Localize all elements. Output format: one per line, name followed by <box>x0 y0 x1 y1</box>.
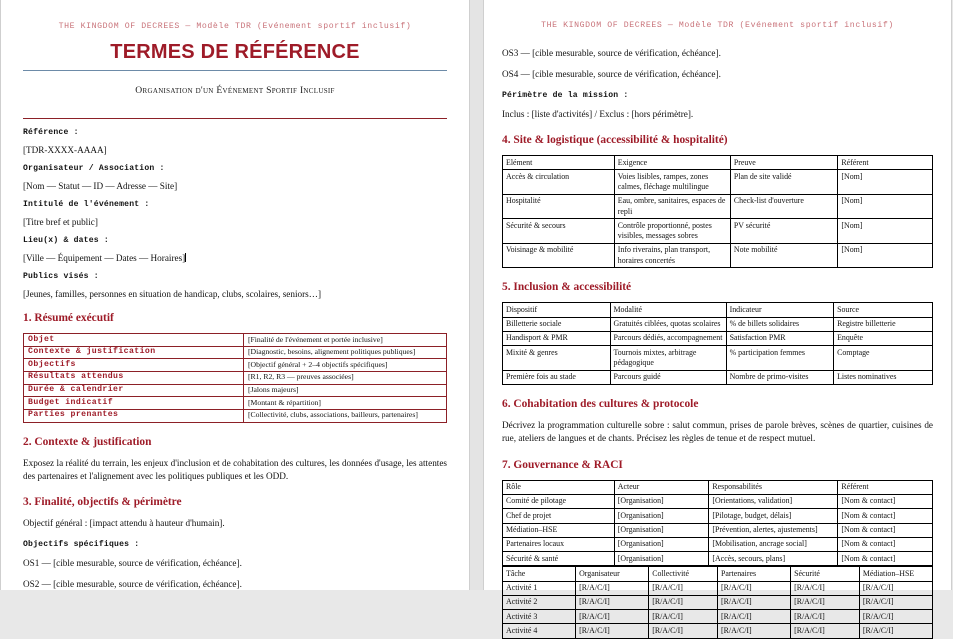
table-cell[interactable]: [R/A/C/I] <box>576 595 649 609</box>
table-cell[interactable]: [R/A/C/I] <box>859 610 932 624</box>
table-row <box>503 509 933 523</box>
objectif-os2: OS2 — [cible mesurable, source de vérification, échéance]. <box>23 578 242 589</box>
document-page-2 <box>483 0 952 635</box>
table-cell: Partenaires locaux <box>503 537 615 551</box>
meta-value[interactable]: [Nom — Statut — ID — Adresse — Site] <box>23 181 178 191</box>
table-cell: Voisinage & mobilité <box>503 243 615 268</box>
table-cell: Parcours guidé <box>610 370 726 384</box>
table-cell[interactable]: [Nom & contact] <box>838 509 933 523</box>
summary-value[interactable]: [Collectivité, clubs, associations, bailleurs, partenaires] <box>243 409 446 422</box>
column-header: Indicateur <box>726 303 834 317</box>
section-heading-3: 3. Finalité, objectifs & périmètre <box>23 496 182 509</box>
table-cell: Activité 2 <box>503 595 576 609</box>
section-heading-2: 2. Contexte & justification <box>23 435 152 448</box>
table-row <box>503 194 933 219</box>
table-cell[interactable]: [Nom & contact] <box>838 537 933 551</box>
table-cell: Voies lisibles, rampes, zones calmes, fléchage multilingue <box>614 170 730 195</box>
table-row <box>24 359 447 372</box>
meta-value[interactable]: [Ville — Équipement — Dates — Horaires] <box>23 253 447 263</box>
table-row <box>503 595 933 609</box>
objectifs-specifiques-label: Objectifs spécifiques : <box>23 539 140 549</box>
table-cell[interactable]: [R/A/C/I] <box>859 595 932 609</box>
column-header: Référent <box>838 480 933 494</box>
table-cell[interactable]: [R/A/C/I] <box>791 595 860 609</box>
table-cell[interactable]: [Pilotage, budget, délais] <box>709 509 838 523</box>
table-cell[interactable]: [Nom] <box>838 219 933 244</box>
table-cell: % de billets solidaires <box>726 317 834 331</box>
column-header: Médiation–HSE <box>859 567 932 581</box>
table-header-row <box>503 303 933 317</box>
table-body <box>503 494 933 565</box>
section-heading-7: 7. Gouvernance & RACI <box>502 458 623 471</box>
table-header-row <box>503 480 933 494</box>
table-cell[interactable]: [Nom & contact] <box>838 552 933 566</box>
metadata-block <box>23 128 447 299</box>
column-header: Preuve <box>730 156 838 170</box>
table-cell: Enquête <box>834 331 933 345</box>
column-header: Responsabilités <box>709 480 838 494</box>
table-cell[interactable]: [Organisation] <box>614 537 709 551</box>
table-row <box>503 346 933 371</box>
table-cell[interactable]: [Nom] <box>838 243 933 268</box>
column-header: Acteur <box>614 480 709 494</box>
column-header: Organisateur <box>576 567 649 581</box>
table-cell: Registre billetterie <box>834 317 933 331</box>
summary-key: Durée & calendrier <box>24 384 244 397</box>
table-cell[interactable]: [R/A/C/I] <box>859 581 932 595</box>
meta-value[interactable]: [Titre bref et public] <box>23 217 98 227</box>
inclusion-accessibilite-table <box>502 302 933 385</box>
table-cell: Billetterie sociale <box>503 317 611 331</box>
table-row <box>503 243 933 268</box>
summary-value[interactable]: [Jalons majeurs] <box>243 384 446 397</box>
table-cell: Activité 3 <box>503 610 576 624</box>
table-cell: Comptage <box>834 346 933 371</box>
table-cell[interactable]: [Prévention, alertes, ajustements] <box>709 523 838 537</box>
table-cell: Gratuités ciblées, quotas scolaires <box>610 317 726 331</box>
table-row <box>503 170 933 195</box>
table-cell[interactable]: [Nom] <box>838 194 933 219</box>
table-cell[interactable]: [Accès, secours, plans] <box>709 552 838 566</box>
column-header: Dispositif <box>503 303 611 317</box>
objectif-os3: OS3 — [cible mesurable, source de vérification, échéance]. <box>502 48 721 58</box>
table-cell[interactable]: [Nom & contact] <box>838 523 933 537</box>
table-cell: Check-list d'ouverture <box>730 194 838 219</box>
table-cell[interactable]: [R/A/C/I] <box>717 595 790 609</box>
table-cell: Médiation–HSE <box>503 523 615 537</box>
running-header: THE KINGDOM OF DECREES — Modèle TDR (Evénement sportif inclusif) <box>541 21 894 30</box>
gouvernance-raci-table <box>502 480 933 567</box>
summary-key: Résultats attendus <box>24 371 244 384</box>
table-cell[interactable]: [Nom & contact] <box>838 494 933 508</box>
table-row <box>503 523 933 537</box>
table-row <box>503 370 933 384</box>
table-row <box>503 219 933 244</box>
document-page-1 <box>0 0 470 590</box>
table-row <box>503 610 933 624</box>
table-cell[interactable]: [R/A/C/I] <box>791 581 860 595</box>
table-cell[interactable]: [R/A/C/I] <box>649 595 718 609</box>
table-row <box>503 317 933 331</box>
table-row <box>24 334 447 347</box>
table-cell: % participation femmes <box>726 346 834 371</box>
column-header: Tâche <box>503 567 576 581</box>
table-row <box>24 371 447 384</box>
column-header: Elément <box>503 156 615 170</box>
table-row <box>24 384 447 397</box>
summary-key: Budget indicatif <box>24 397 244 410</box>
table-cell: Eau, ombre, sanitaires, espaces de repli <box>614 194 730 219</box>
table-row <box>503 331 933 345</box>
summary-value[interactable]: [Montant & répartition] <box>243 397 446 410</box>
table-body <box>503 170 933 268</box>
objectif-os4: OS4 — [cible mesurable, source de vérification, échéance]. <box>502 69 721 80</box>
meta-label: Référence : <box>23 128 79 137</box>
table-header <box>503 480 933 494</box>
table-cell: Plan de site validé <box>730 170 838 195</box>
table-row <box>503 552 933 566</box>
perimetre-value: Inclus : [liste d'activités] / Exclus : [hors périmètre]. <box>502 108 694 119</box>
column-header: Sécurité <box>791 567 860 581</box>
table-header <box>503 156 933 170</box>
table-cell[interactable]: [R/A/C/I] <box>576 581 649 595</box>
table-header-row <box>503 567 933 581</box>
table-cell[interactable]: [R/A/C/I] <box>649 581 718 595</box>
site-logistique-table <box>502 155 933 268</box>
column-header: Référent <box>838 156 933 170</box>
summary-value[interactable]: [R1, R2, R3 — preuves associées] <box>243 371 446 384</box>
table-row <box>24 397 447 410</box>
column-header: Collectivité <box>649 567 718 581</box>
table-cell: Activité 4 <box>503 624 576 638</box>
table-cell[interactable]: [R/A/C/I] <box>717 581 790 595</box>
perimetre-label: Périmètre de la mission : <box>502 90 629 100</box>
table-cell: Comité de pilotage <box>503 494 615 508</box>
table-header-row <box>503 156 933 170</box>
table-cell: Hospitalité <box>503 194 615 219</box>
table-body <box>503 581 933 638</box>
summary-value[interactable]: [Finalité de l'événement et portée inclusive] <box>243 334 446 347</box>
title-rule-blue <box>23 70 447 71</box>
table-cell[interactable]: [Organisation] <box>614 523 709 537</box>
meta-value[interactable]: [TDR-XXXX-AAAA] <box>23 145 107 155</box>
section-heading-5: 5. Inclusion & accessibilité <box>502 281 632 294</box>
meta-label: Lieu(x) & dates : <box>23 236 109 245</box>
table-cell[interactable]: [R/A/C/I] <box>791 624 860 638</box>
section-heading-6: 6. Cohabitation des cultures & protocole <box>502 398 699 411</box>
section-2-paragraph: Exposez la réalité du terrain, les enjeux d'inclusion et de cohabitation des cultures, les données d'usage, les attentes des partenaires et l'alignement avec les politiques publiques et les ODD. <box>23 457 447 481</box>
table-cell: Satisfaction PMR <box>726 331 834 345</box>
table-cell[interactable]: [Nom] <box>838 170 933 195</box>
page-title: TERMES DE RÉFÉRENCE <box>110 41 360 63</box>
table-cell[interactable]: [Organisation] <box>614 552 709 566</box>
meta-value[interactable]: [Jeunes, familles, personnes en situation de handicap, clubs, scolaires, seniors…] <box>23 289 322 299</box>
table-row <box>503 581 933 595</box>
page-gutter <box>470 0 483 590</box>
table-cell: Sécurité & santé <box>503 552 615 566</box>
table-cell: Contrôle proportionné, postes visibles, messages sobres <box>614 219 730 244</box>
table-body <box>24 334 447 423</box>
table-row <box>503 624 933 638</box>
summary-key: Objet <box>24 334 244 347</box>
table-cell: Chef de projet <box>503 509 615 523</box>
summary-value[interactable]: [Diagnostic, besoins, alignement politiques publiques] <box>243 346 446 359</box>
table-cell: Mixité & genres <box>503 346 611 371</box>
document-subtitle: Organisation d'un Événement Sportif Inclusif <box>135 85 335 96</box>
executive-summary-table <box>23 333 447 423</box>
section-heading-1: 1. Résumé exécutif <box>23 312 114 324</box>
table-body <box>503 317 933 384</box>
raci-matrix-table <box>502 566 933 638</box>
table-cell: Info riverains, plan transport, horaires concertés <box>614 243 730 268</box>
meta-label: Intitulé de l'événement : <box>23 200 150 209</box>
summary-value[interactable]: [Objectif général + 2–4 objectifs spécifiques] <box>243 359 446 372</box>
table-cell[interactable]: [R/A/C/I] <box>717 624 790 638</box>
table-cell[interactable]: [R/A/C/I] <box>859 624 932 638</box>
table-cell: Nombre de primo-visites <box>726 370 834 384</box>
table-cell: Accès & circulation <box>503 170 615 195</box>
summary-key: Objectifs <box>24 359 244 372</box>
table-cell: Note mobilité <box>730 243 838 268</box>
table-row <box>24 346 447 359</box>
table-cell: PV sécurité <box>730 219 838 244</box>
table-cell[interactable]: [R/A/C/I] <box>576 610 649 624</box>
table-cell: Parcours dédiés, accompagnement <box>610 331 726 345</box>
table-cell[interactable]: [R/A/C/I] <box>576 624 649 638</box>
table-cell[interactable]: [R/A/C/I] <box>649 610 718 624</box>
table-cell[interactable]: [R/A/C/I] <box>717 610 790 624</box>
summary-key: Parties prenantes <box>24 409 244 422</box>
table-cell[interactable]: [Organisation] <box>614 509 709 523</box>
summary-key: Contexte & justification <box>24 346 244 359</box>
table-cell: Première fois au stade <box>503 370 611 384</box>
table-cell: Handisport & PMR <box>503 331 611 345</box>
table-row <box>503 494 933 508</box>
table-header <box>503 567 933 581</box>
column-header: Rôle <box>503 480 615 494</box>
table-cell: Sécurité & secours <box>503 219 615 244</box>
column-header: Exigence <box>614 156 730 170</box>
running-header: THE KINGDOM OF DECREES — Modèle TDR (Evénement sportif inclusif) <box>58 22 412 31</box>
table-cell[interactable]: [Mobilisation, ancrage social] <box>709 537 838 551</box>
objectif-os1: OS1 — [cible mesurable, source de vérification, échéance]. <box>23 557 242 568</box>
section-heading-4: 4. Site & logistique (accessibilité & hospitalité) <box>502 134 728 147</box>
table-cell: Listes nominatives <box>834 370 933 384</box>
column-header: Modalité <box>610 303 726 317</box>
table-cell[interactable]: [R/A/C/I] <box>791 610 860 624</box>
column-header: Source <box>834 303 933 317</box>
section-6-paragraph: Décrivez la programmation culturelle sobre : salut commun, prises de parole brèves, scènes de quartier, cuisines de rue, ateliers de langues et de chants. Précisez les règles de tenue et de respect mutuel. <box>502 420 933 444</box>
objectif-general: Objectif général : [impact attendu à hauteur d'humain]. <box>23 518 225 529</box>
column-header: Partenaires <box>717 567 790 581</box>
meta-label: Organisateur / Association : <box>23 164 165 173</box>
table-cell: Tournois mixtes, arbitrage pédagogique <box>610 346 726 371</box>
table-row <box>24 409 447 422</box>
subtitle-rule-red <box>23 118 447 119</box>
meta-label: Publics visés : <box>23 272 99 281</box>
table-cell[interactable]: [Organisation] <box>614 494 709 508</box>
table-row <box>503 537 933 551</box>
table-cell[interactable]: [R/A/C/I] <box>649 624 718 638</box>
table-cell[interactable]: [Orientations, validation] <box>709 494 838 508</box>
table-cell: Activité 1 <box>503 581 576 595</box>
table-header <box>503 303 933 317</box>
